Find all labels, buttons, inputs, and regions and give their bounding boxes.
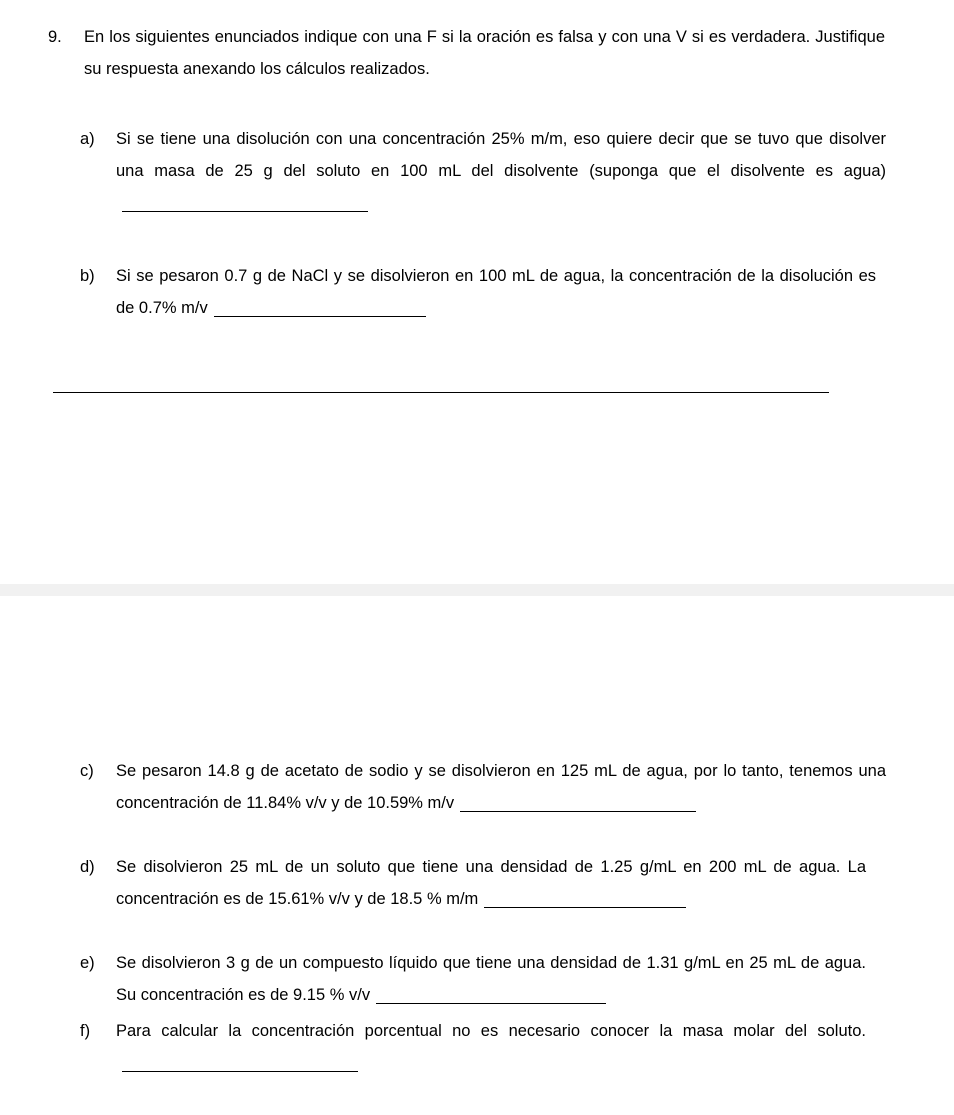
item-text: Si se pesaron 0.7 g de NaCl y se disolvieron en 100 mL de agua, la concentración de la disolución es de 0.7% m/v (116, 267, 876, 317)
item-label: b) (80, 267, 95, 285)
item-text: Se disolvieron 3 g de un compuesto líquido que tiene una densidad de 1.31 g/mL en 25 mL de agua. Su concentración es de 9.15 % v/v (116, 954, 866, 1004)
item-text: Para calcular la concentración porcentual no es necesario conocer la masa molar del soluto. (116, 1022, 866, 1040)
item-label: a) (80, 130, 95, 148)
question-number: 9. (48, 28, 62, 46)
item-label: f) (80, 1022, 91, 1040)
page-separator (0, 584, 954, 596)
question-text: En los siguientes enunciados indique con una F si la oración es falsa y con una V si es verdadera. Justifique su respuesta anexando los cálculos realizados. (84, 28, 885, 78)
item-label: c) (80, 762, 94, 780)
page-bottom (0, 596, 954, 1115)
answer-blank[interactable] (122, 191, 368, 212)
item-text: Se pesaron 14.8 g de acetato de sodio y se disolvieron en 125 mL de agua, por lo tanto, tenemos una concentración de 11.84% v/v y de 10.59% m/v (116, 762, 886, 812)
item-label: e) (80, 954, 95, 972)
item-text: Si se tiene una disolución con una concentración 25% m/m, eso quiere decir que se tuvo que disolver una masa de 25 g del soluto en 100 mL del disolvente (suponga que el disolvente es agua) (116, 130, 886, 180)
item-label: d) (80, 858, 95, 876)
item-text: Se disolvieron 25 mL de un soluto que tiene una densidad de 1.25 g/mL en 200 mL de agua. La concentración es de 15.61% v/v y de 18.5 % m/m (116, 858, 866, 908)
answer-blank[interactable] (376, 983, 606, 1004)
answer-blank[interactable] (214, 296, 426, 317)
horizontal-divider (53, 392, 829, 393)
answer-blank[interactable] (460, 791, 696, 812)
answer-blank[interactable] (484, 887, 686, 908)
answer-blank[interactable] (122, 1051, 358, 1072)
